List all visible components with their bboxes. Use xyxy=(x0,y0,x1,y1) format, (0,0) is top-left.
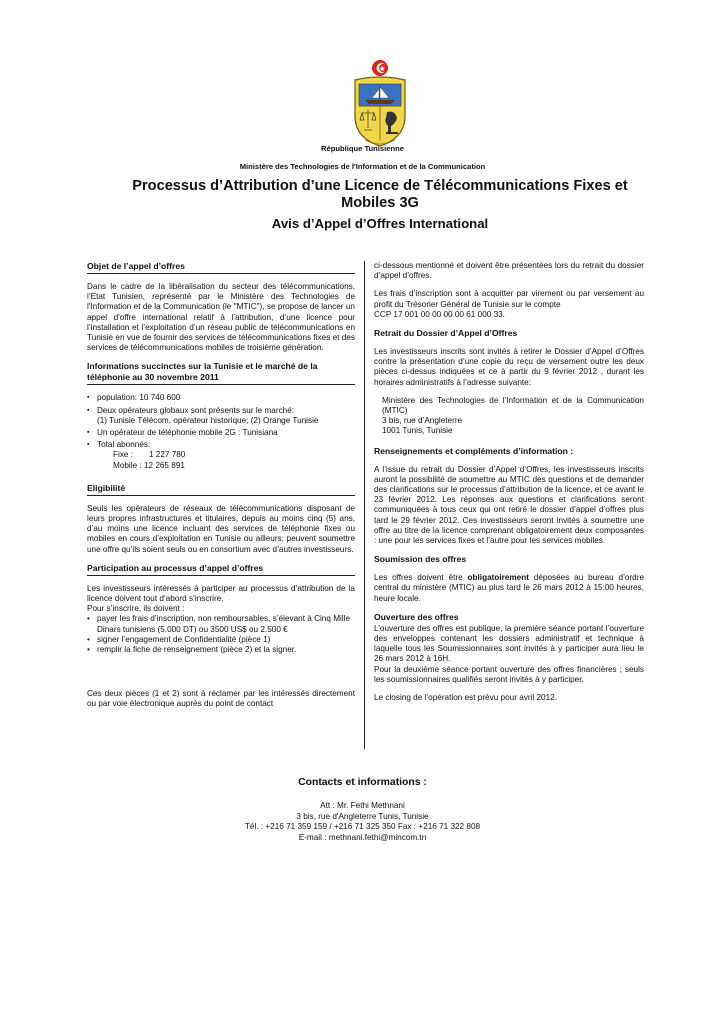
list-item xyxy=(97,614,355,634)
column-divider xyxy=(364,261,365,749)
right-column xyxy=(374,261,644,711)
closing-text: Le closing de l’opération est prévu pour avril 2012. xyxy=(374,693,557,703)
opening-first-session: L’ouverture des offres est publique, la première séance portant l’ouverture des enveloppes contenant les dossiers administratif et technique à laquelle tous les Soumissionnaires sont invités à y participer aura lieu le 26 mars 2012 à 16H. xyxy=(374,623,644,664)
fees-payment: Les frais d’inscription sont à acquitter par virement ou par versement au profit du Trésorier Général de Tunisie sur le compte xyxy=(374,289,644,309)
section-heading-market-info: Informations succinctes sur la Tunisie et le marché de la téléphonie au 30 novembre 2011 xyxy=(87,361,355,385)
step-form: remplir la fiche de renseignement (pièce 2) et la signer. xyxy=(97,645,297,655)
ccp-account: CCP 17 001 00 00 00 00 61 000 33. xyxy=(374,309,505,319)
ministry-name: Ministère des Technologies de l'Information et de la Communication xyxy=(239,162,486,171)
address-line: 3 bis, rue d’Angleterre xyxy=(382,416,463,426)
section-heading-withdrawal: Retrait du Dossier d’Appel d’Offres xyxy=(374,328,518,339)
operators-detail: (1) Tunisie Télécom, opérateur historique; (2) Orange Tunisie xyxy=(97,415,319,425)
submission-emphasis: obligatoirement xyxy=(467,573,529,583)
continued-text: ci-dessous mentionné et doivent être présentées lors du retrait du dossier d’appel d’offres. xyxy=(374,261,644,281)
contacts-title: Contacts et informations : xyxy=(298,777,427,788)
contact-phones: Tél. : +216 71 359 159 / +216 71 325 350 Fax : +216 71 322 808 xyxy=(244,822,481,832)
section-text-information: A l’issue du retrait du Dossier d’Appel d’Offres, les investisseurs inscrits auront la possibilité de soumettre au MTIC des questions et de demander des clarifications sur le processus d’attribution de la licence, et ce avant le 23 février 2012. Les réponses aux questions et clarifications seront communiquées à tous ceux qui ont retiré le dossier d’appel d’offres plus tard le 29 février 2012. Ces investisseurs seront invités à soumettre une offre au titre de la licence comprenant obligatoirement deux composantes : une pour les services fixes et l’autre pour les services mobiles. xyxy=(374,464,644,546)
contact-address: 3 bis, rue d'Angleterre Tunis, Tunisie xyxy=(296,811,429,821)
list-item xyxy=(97,428,355,438)
section-text-submission xyxy=(374,573,644,604)
contacts-block xyxy=(0,801,725,843)
submission-text-end: déposées au bureau d’ordre central du ministère (MTIC) au plus tard le 26 mars 2012 à 15:00 heures, heure locale. xyxy=(374,573,644,603)
list-item xyxy=(97,635,355,645)
section-text-object: Dans le cadre de la libéralisation du secteur des télécommunications, l’Etat Tunisien, représenté par le Ministère des Technologies de l'Information et de la Communication (le "MTIC"), se propose de lancer un appel d'offre international relatif à l’attribution, d’une licence pour l’installation et l’exploitation d’un réseau public de télécommunications en Tunisie en vue de fournir des services de télécommunications fixes et des services de télécommunications mobiles de troisième génération. xyxy=(87,282,355,353)
section-text-opening xyxy=(374,624,644,685)
section-heading-eligibility: Eligibilité xyxy=(87,483,355,496)
list-item xyxy=(97,393,355,403)
list-item xyxy=(97,645,355,655)
registration-lead: Pour s’inscrire, ils doivent : xyxy=(87,604,185,614)
address-line: Ministère des Technologies de l'Information et de la Communication (MTIC) xyxy=(382,395,644,416)
operators-text: Deux opérateurs globaux sont présents sur le marché: xyxy=(97,405,295,415)
registration-steps-list xyxy=(87,614,355,655)
step-confidentiality: signer l’engagement de Confidentialité (pièce 1) xyxy=(97,634,271,644)
document-subtitle: Avis d’Appel d’Offres International xyxy=(271,216,489,231)
contact-email: E-mail : methnani.fethi@mincom.tn xyxy=(298,832,427,842)
republic-name: République Tunisienne xyxy=(321,144,404,153)
subscribers-mobile: Mobile : 12 265 891 xyxy=(113,460,185,470)
market-info-list xyxy=(87,393,355,470)
section-heading-participation: Participation au processus d’appel d’offres xyxy=(87,563,355,576)
section-heading-information: Renseignements et compléments d’information : xyxy=(374,445,574,456)
tunisian-coat-of-arms-icon xyxy=(351,58,409,148)
address-line: 1001 Tunis, Tunisie xyxy=(382,426,453,436)
section-text-withdrawal: Les investisseurs inscrits sont invités à retirer le Dossier d’Appel d’Offres contre la présentation d’une copie du reçu de versement outre les deux pièces ci-dessus indiquées et ce à partir du 9 février 2012 , durant les horaires administratifs à l’adresse suivante: xyxy=(374,347,644,387)
opening-second-session: Pour la deuxième séance portant ouverture des offres financières ; seuls les soumissionnaires qualifiés seront invités à y participer. xyxy=(374,664,644,684)
population-text: population: 10 740 600 xyxy=(97,393,181,403)
document-title: Processus d’Attribution d’une Licence de Télécommunications Fixes et Mobiles 3G xyxy=(132,178,628,211)
list-item xyxy=(97,440,355,471)
left-column xyxy=(87,261,355,718)
ministry-address xyxy=(374,396,644,437)
section-heading-opening: Ouverture des offres xyxy=(374,611,459,622)
subscribers-text: Total abonnés: xyxy=(97,440,151,450)
section-text-participation: Les investisseurs intéressés à participer au processus d’attribution de la licence doivent tout d’abord s’inscrire. xyxy=(87,583,355,604)
contact-attention: Att : Mr. Fethi Methnani xyxy=(320,801,405,810)
list-item xyxy=(97,406,355,426)
section-heading-submission: Soumission des offres xyxy=(374,554,467,565)
mobile-operator-text: Un opérateur de téléphonie mobile 2G : Tunisiana xyxy=(97,428,278,438)
fees-text xyxy=(374,289,644,320)
section-text-eligibility: Seuls les opérateurs de réseaux de télécommunications disposant de leurs propres infrastructures et titulaires, depuis au moins cinq (5) ans, d’au moins une licence incluant des services de téléphonie fixes ou mobiles en cours d’exploitation en Tunisie ou ailleurs; peuvent soumettre une offre qu’ils soient seuls ou en consortium avec d’autres investisseurs. xyxy=(87,503,355,554)
documents-note: Ces deux pièces (1 et 2) sont à réclamer par les intéressés directement ou par voie électronique auprès du point de contact xyxy=(87,689,355,709)
subscribers-fixe: Fixe : 1 227 780 xyxy=(113,450,186,460)
submission-text-start: Les offres doivent être xyxy=(374,573,468,583)
step-fees: payer les frais d’inscription, non remboursables, s’élevant à Cinq Mille Dinars tunisiens (5.000 DT) ou 3500 US$ ou 2.500 € xyxy=(97,614,351,634)
section-heading-object: Objet de l’appel d’offres xyxy=(87,261,355,274)
